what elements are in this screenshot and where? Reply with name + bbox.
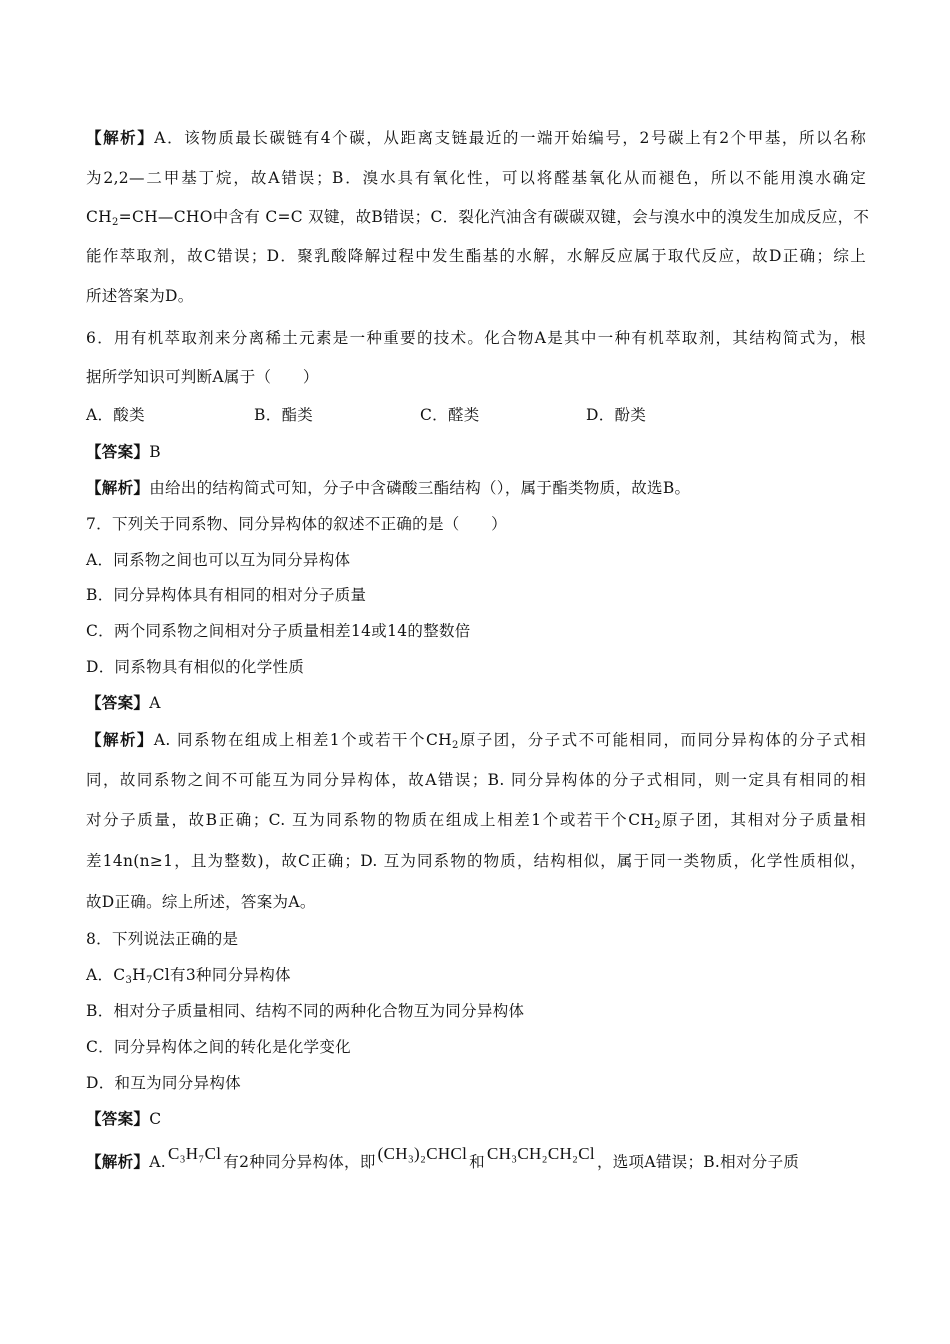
text: A．该物质最长碳链有4个碳，从距离支链最近的一端开始编号，2号碳上有2个甲基，所以名称 [154, 129, 866, 147]
question-6-line-2: 据所学知识可判断A属于（ ） [86, 368, 319, 386]
explanation-q5-line-1 [86, 128, 866, 148]
subscript: 2 [111, 217, 119, 228]
question-8-option-c: C．同分异构体之间的转化是化学变化 [86, 1038, 351, 1056]
answer-value: A [149, 694, 161, 712]
text: A. [149, 1153, 166, 1171]
question-6-line-1: 6．用有机萃取剂来分离稀土元素是一种重要的技术。化合物A是其中一种有机萃取剂，其结构简式为，根 [86, 329, 866, 347]
question-7-option-d: D．同系物具有相似的化学性质 [86, 658, 305, 676]
text: A. 同系物在组成上相差1个或若干个CH [153, 731, 452, 749]
explanation-tag: 【解析】 [86, 1152, 150, 1171]
text: 原子团，其相对分子质量相 [660, 811, 866, 829]
question-8-option-a [86, 965, 866, 985]
question-8-option-d: D．和互为同分异构体 [86, 1074, 241, 1092]
explanation-q5-line-5: 所述答案为D。 [86, 287, 194, 305]
answer-value: C [149, 1110, 162, 1128]
formula-propyl-chloride: CH₃CH₂CH₂Cl [486, 1144, 595, 1163]
explanation-q5-line-3 [86, 207, 870, 228]
text: H [132, 966, 146, 984]
text: 原子团，分子式不可能相同，而同分异构体的分子式相 [458, 731, 867, 749]
option-b: B．酯类 [254, 406, 314, 424]
text: ，选项A错误；B.相对分子质 [596, 1153, 800, 1171]
answer-q8 [86, 1109, 866, 1129]
text: 和 [469, 1153, 485, 1171]
answer-tag: 【答案】 [86, 442, 150, 461]
text: Cl有3种同分异构体 [152, 966, 291, 984]
formula-c3h7cl: C₃H₇Cl [167, 1144, 222, 1163]
answer-tag: 【答案】 [86, 1109, 150, 1128]
subscript: 2 [654, 820, 661, 831]
question-6-options [86, 405, 866, 425]
explanation-q5-line-2: 为2,2—二甲基丁烷，故A错误；B．溴水具有氧化性，可以将醛基氧化从而褪色，所以不能用溴水确定 [86, 169, 866, 187]
explanation-q5-line-4: 能作萃取剂，故C错误；D．聚乳酸降解过程中发生酯基的水解，水解反应属于取代反应，故D正确；综上 [86, 247, 866, 265]
option-d: D．酚类 [586, 406, 647, 424]
explanation-q6 [86, 478, 866, 498]
explanation-q7-line-3 [86, 810, 866, 830]
option-a: A．酸类 [86, 406, 145, 424]
explanation-q7-line-4: 差14n(n≥1，且为整数)，故C正确；D. 互为同系物的物质，结构相似，属于同一类物质，化学性质相似， [86, 852, 866, 870]
subscript: 2 [451, 740, 459, 751]
answer-q7 [86, 693, 866, 713]
subscript: 7 [145, 975, 153, 986]
text: 有2种同分异构体，即 [223, 1153, 376, 1171]
explanation-tag: 【解析】 [86, 128, 155, 147]
option-c: C．醛类 [420, 406, 480, 424]
explanation-tag: 【解析】 [86, 478, 150, 497]
question-7: 7．下列关于同系物、同分异构体的叙述不正确的是（ ） [86, 515, 507, 533]
formula-isopropyl-chloride: (CH₃)₂CHCl [377, 1144, 468, 1163]
answer-tag: 【答案】 [86, 693, 150, 712]
question-7-option-b: B．同分异构体具有相同的相对分子质量 [86, 586, 367, 604]
explanation-q7-line-2: 同，故同系物之间不可能互为同分异构体，故A错误；B. 同分异构体的分子式相同，则一定具有相同的相 [86, 771, 866, 789]
explanation-q8-line-1 [86, 1144, 866, 1172]
answer-q6 [86, 442, 866, 462]
text: CH [86, 208, 112, 226]
explanation-tag: 【解析】 [86, 730, 154, 749]
text: 由给出的结构简式可知，分子中含磷酸三酯结构（），属于酯类物质，故选B。 [149, 479, 691, 497]
text: 对分子质量，故B正确；C. 互为同系物的物质在组成上相差1个或若干个CH [86, 811, 655, 829]
question-8: 8．下列说法正确的是 [86, 930, 239, 948]
question-7-option-a: A．同系物之间也可以互为同分异构体 [86, 551, 351, 569]
subscript: 3 [125, 975, 133, 986]
explanation-q7-line-1 [86, 730, 866, 750]
answer-value: B [149, 443, 161, 461]
question-8-option-b: B．相对分子质量相同、结构不同的两种化合物互为同分异构体 [86, 1002, 525, 1020]
text: A．C [86, 966, 126, 984]
text: =CH—CHO中含有 C=C 双键，故B错误；C．裂化汽油含有碳碳双键，会与溴水中的溴发生加成反应，不 [118, 208, 870, 226]
question-7-option-c: C．两个同系物之间相对分子质量相差14或14的整数倍 [86, 622, 471, 640]
explanation-q7-line-5: 故D正确。综上所述，答案为A。 [86, 893, 316, 911]
